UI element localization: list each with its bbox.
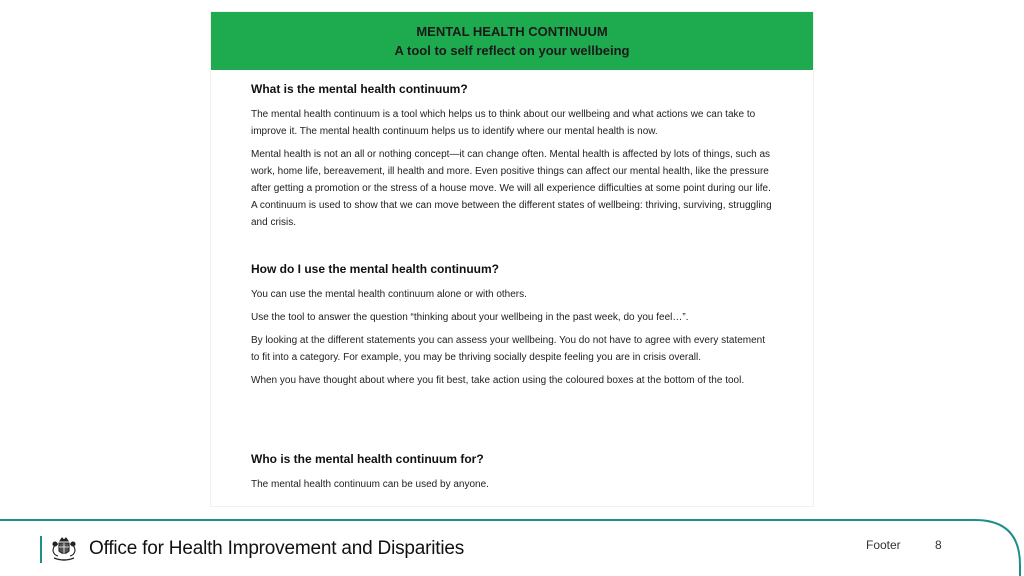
paragraph: When you have thought about where you fit best, take action using the coloured boxes at the bottom of the tool. [251, 375, 745, 386]
paragraph: You can use the mental health continuum alone or with others. [251, 289, 527, 300]
footer-label: Footer [866, 538, 901, 552]
paragraph: Mental health is not an all or nothing concept—it can change often. Mental health is affected by lots of things, such as work, home life, bereavement, ill health and more. Even positive things can affect our mental health, like the pressure after getting a promotion or the stress of a house move. We will all experience difficulties at some point during our life. A continuum is used to show that we can move between the different states of wellbeing: thriving, surviving, struggling and crisis. [251, 149, 772, 228]
title-banner [211, 12, 813, 70]
section-heading: What is the mental health continuum? [251, 82, 468, 96]
royal-coat-of-arms-icon [48, 533, 80, 565]
banner-subtitle: A tool to self reflect on your wellbeing [394, 43, 630, 58]
organisation-name: Office for Health Improvement and Disparities [89, 538, 465, 559]
section-what-is [251, 82, 773, 262]
banner-title: MENTAL HEALTH CONTINUUM [416, 24, 608, 39]
section-heading: Who is the mental health continuum for? [251, 452, 484, 466]
document-content [211, 70, 813, 493]
section-heading: How do I use the mental health continuum? [251, 262, 500, 276]
section-who-for [251, 452, 773, 493]
paragraph: Use the tool to answer the question “thinking about your wellbeing in the past week, do you feel…”. [251, 312, 689, 323]
paragraph: The mental health continuum can be used by anyone. [251, 479, 489, 490]
section-how-to-use [251, 262, 773, 452]
page-number: 8 [935, 538, 942, 552]
accent-divider [40, 536, 42, 563]
paragraph: The mental health continuum is a tool which helps us to think about our wellbeing and what actions we can take to improve it. The mental health continuum helps us to identify where our mental health is now. [251, 109, 756, 137]
paragraph: By looking at the different statements you can assess your wellbeing. You do not have to agree with every statement to fit into a category. For example, you may be thriving socially despite feeling you are in crisis overall. [251, 335, 766, 363]
document-page [211, 12, 813, 506]
